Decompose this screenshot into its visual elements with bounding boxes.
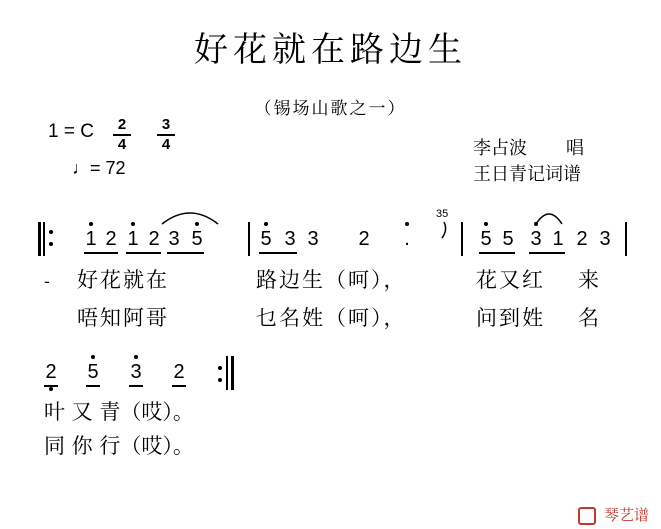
repeat-dot <box>49 242 53 246</box>
singer-role: 唱 <box>566 138 584 159</box>
time-signature-top: 3 <box>161 116 171 133</box>
score-note: 1 <box>552 228 564 250</box>
repeat-dot <box>218 366 222 370</box>
beam-underline <box>86 385 100 387</box>
watermark-text: 琴艺谱 <box>603 506 649 524</box>
singer-name: 李占波 <box>473 138 527 159</box>
slur-mark <box>534 206 564 226</box>
dot-rest: . <box>404 228 410 250</box>
octave-dot-high <box>134 355 138 359</box>
song-title: 好花就在路边生 <box>194 30 467 70</box>
key-signature: 1 = C <box>48 121 94 142</box>
lyric-line2-verse1: 叶 又 青（哎）。 <box>44 400 194 424</box>
repeat-end-thin <box>226 356 228 390</box>
beam-underline <box>84 252 118 254</box>
octave-dot-high <box>91 355 95 359</box>
repeat-start-barline <box>38 222 41 256</box>
beam-underline <box>126 252 161 254</box>
score-note: 2 <box>576 228 588 250</box>
beam-underline <box>172 385 186 387</box>
octave-dot-low <box>49 387 53 391</box>
score-note: 3 <box>130 361 142 383</box>
octave-dot-high <box>89 222 93 226</box>
score-note: 2 <box>358 228 370 250</box>
barline <box>461 222 463 256</box>
score-note: 1 <box>127 228 139 250</box>
score-note: 3 <box>284 228 296 250</box>
score-note: 1 <box>85 228 97 250</box>
score-note: 3 <box>599 228 611 250</box>
lyric-verse1-part4: 来 <box>578 268 601 292</box>
slur-mark <box>160 206 220 226</box>
beam-underline <box>259 252 297 254</box>
lyric-verse2-part2: 乜名姓（呵）， <box>256 306 407 330</box>
score-note: 2 <box>105 228 117 250</box>
score-note: 3 <box>168 228 180 250</box>
barline <box>625 222 627 256</box>
time-signature-bottom: 4 <box>161 136 171 153</box>
grace-note: 35 <box>436 208 449 220</box>
recorder-credit: 王日青记词谱 <box>473 164 581 185</box>
repeat-end-barline <box>231 356 234 390</box>
beam-underline <box>479 252 515 254</box>
beam-underline <box>529 252 565 254</box>
score-note: 5 <box>502 228 514 250</box>
repeat-start-thin <box>43 222 45 256</box>
site-watermark <box>578 504 649 525</box>
time-signature-3-4 <box>157 117 175 153</box>
lyric-verse1-part1: 好花就在 <box>77 268 169 292</box>
beam-underline <box>167 252 204 254</box>
octave-dot-high <box>405 222 409 226</box>
lyric-dash: - <box>44 272 50 291</box>
score-note: 5 <box>260 228 272 250</box>
watermark-logo-icon <box>578 507 596 525</box>
beam-underline <box>44 385 58 387</box>
barline <box>248 222 250 256</box>
score-note: 3 <box>307 228 319 250</box>
octave-dot-high <box>484 222 488 226</box>
lyric-verse2-part4: 名 <box>578 306 601 330</box>
score-note: 2 <box>173 361 185 383</box>
score-note: 3 <box>530 228 542 250</box>
lyric-verse1-part3: 花又红 <box>476 268 545 292</box>
repeat-dot <box>218 378 222 382</box>
time-signature-2-4 <box>113 117 131 153</box>
octave-dot-high <box>264 222 268 226</box>
score-note: 5 <box>480 228 492 250</box>
score-note: 2 <box>148 228 160 250</box>
score-note: 2 <box>45 361 57 383</box>
octave-dot-high <box>131 222 135 226</box>
lyric-verse2-part3: 问到姓 <box>476 306 545 330</box>
song-subtitle: （锡场山歌之一） <box>254 99 407 119</box>
lyric-verse1-part2: 路边生（呵）， <box>256 268 407 292</box>
grace-note-tie <box>438 220 450 240</box>
lyric-line2-verse2: 同 你 行（哎）。 <box>44 434 194 458</box>
time-signature-bottom: 4 <box>117 136 127 153</box>
time-signature-top: 2 <box>117 116 127 133</box>
score-note: 5 <box>191 228 203 250</box>
score-note: 5 <box>87 361 99 383</box>
tempo-marking: ♩= 72 <box>72 158 126 178</box>
repeat-dot <box>49 230 53 234</box>
beam-underline <box>129 385 143 387</box>
lyric-verse2-part1: 唔知阿哥 <box>77 306 169 330</box>
